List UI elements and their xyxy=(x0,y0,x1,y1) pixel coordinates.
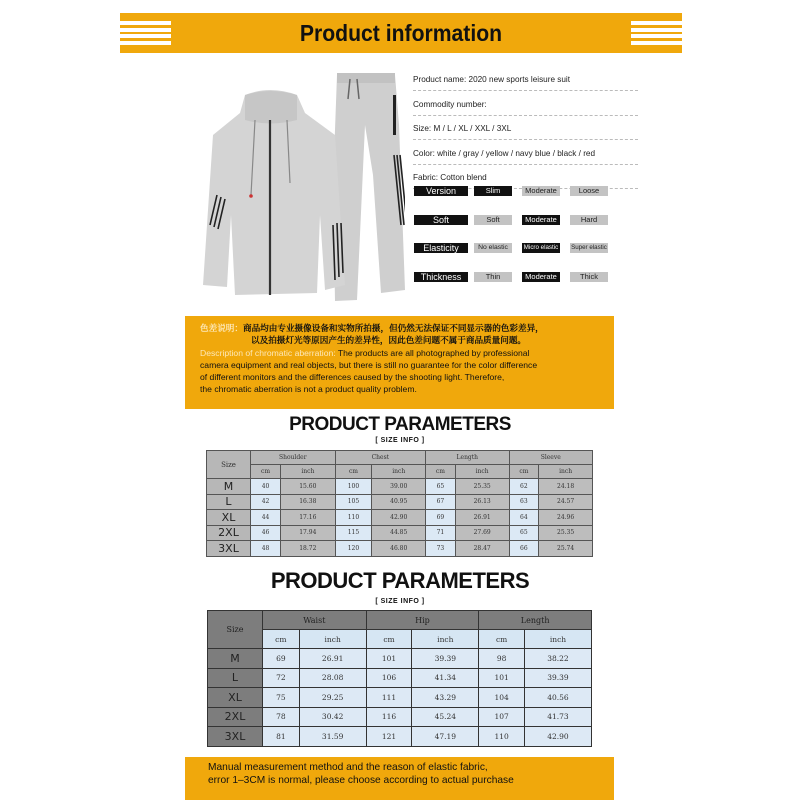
table-row xyxy=(207,541,593,557)
value-cell: 43.29 xyxy=(412,688,479,708)
notice-en-text1: The products are all photographed by professional xyxy=(335,347,530,358)
value-cell: 28.47 xyxy=(455,541,509,557)
tracksuit-product-image xyxy=(185,65,405,305)
value-cell: 24.57 xyxy=(539,494,593,510)
option-micro-elastic: Micro elastic xyxy=(523,244,559,251)
value-cell: 39.39 xyxy=(524,668,591,688)
attribute-label: Thickness xyxy=(414,272,468,282)
value-cell: 17.94 xyxy=(281,525,336,541)
attribute-soft xyxy=(414,215,618,225)
top-size-table xyxy=(206,450,593,557)
value-cell: 30.42 xyxy=(299,707,366,727)
unit-cm: cm xyxy=(509,465,539,479)
size-cell: M xyxy=(207,479,251,495)
notice-cn-line1 xyxy=(200,322,614,334)
value-cell: 116 xyxy=(366,707,412,727)
size-cell: M xyxy=(208,649,263,669)
size-cell: XL xyxy=(207,510,251,526)
table-row xyxy=(207,525,593,541)
value-cell: 29.25 xyxy=(299,688,366,708)
value-cell: 110 xyxy=(479,727,525,747)
value-cell: 66 xyxy=(509,541,539,557)
notice-en-line1 xyxy=(200,347,614,359)
value-cell: 46.80 xyxy=(372,541,426,557)
option-soft: Soft xyxy=(474,215,512,225)
value-cell: 44 xyxy=(251,510,281,526)
value-cell: 65 xyxy=(509,525,539,541)
value-cell: 16.38 xyxy=(281,494,336,510)
group-hip: Hip xyxy=(366,611,479,630)
group-chest: Chest xyxy=(335,451,426,465)
attribute-label: Elasticity xyxy=(414,243,468,253)
group-length: Length xyxy=(426,451,509,465)
size-cell: XL xyxy=(208,688,263,708)
chromatic-aberration-notice xyxy=(185,316,614,409)
group-waist: Waist xyxy=(263,611,367,630)
value-cell: 100 xyxy=(335,479,372,495)
size-cell: 3XL xyxy=(207,541,251,557)
value-cell: 42.90 xyxy=(372,510,426,526)
value-cell: 101 xyxy=(366,649,412,669)
value-cell: 38.22 xyxy=(524,649,591,669)
table-row xyxy=(208,649,592,669)
option-moderate: Moderate xyxy=(522,215,560,225)
value-cell: 72 xyxy=(263,668,300,688)
attribute-elasticity xyxy=(414,243,618,253)
product-information-banner xyxy=(120,13,682,53)
group-sleeve: Sleeve xyxy=(509,451,592,465)
value-cell: 15.60 xyxy=(281,479,336,495)
option-moderate: Moderate xyxy=(522,272,560,282)
attribute-label: Soft xyxy=(414,215,468,225)
value-cell: 25.35 xyxy=(539,525,593,541)
value-cell: 81 xyxy=(263,727,300,747)
table-row xyxy=(208,727,592,747)
value-cell: 42 xyxy=(251,494,281,510)
option-slim: Slim xyxy=(474,186,512,196)
value-cell: 45.24 xyxy=(412,707,479,727)
size-list: Size: M / L / XL / XXL / 3XL xyxy=(413,119,638,140)
value-cell: 104 xyxy=(479,688,525,708)
color-list: Color: white / gray / yellow / navy blue / black / red xyxy=(413,144,638,165)
value-cell: 40.56 xyxy=(524,688,591,708)
banner-stripes-right xyxy=(631,21,682,45)
banner-title: Product information xyxy=(299,20,503,46)
value-cell: 42.90 xyxy=(524,727,591,747)
size-cell: 2XL xyxy=(208,707,263,727)
value-cell: 64 xyxy=(509,510,539,526)
notice-cn-label: 色差说明： xyxy=(200,323,243,333)
value-cell: 41.73 xyxy=(524,707,591,727)
value-cell: 25.35 xyxy=(455,479,509,495)
notice-cn-text1: 商品均由专业摄像设备和实物所拍摄，但仍然无法保证不同显示器的色彩差异， xyxy=(242,323,544,333)
commodity-number: Commodity number: xyxy=(413,95,638,116)
value-cell: 27.69 xyxy=(455,525,509,541)
value-cell: 46 xyxy=(251,525,281,541)
value-cell: 26.91 xyxy=(299,649,366,669)
value-cell: 110 xyxy=(335,510,372,526)
value-cell: 67 xyxy=(426,494,456,510)
option-super-elastic: Super elastic xyxy=(571,244,607,251)
option-thin: Thin xyxy=(474,272,512,282)
value-cell: 47.19 xyxy=(412,727,479,747)
unit-cm: cm xyxy=(251,465,281,479)
product-attributes xyxy=(414,186,618,300)
value-cell: 69 xyxy=(263,649,300,669)
unit-cm: cm xyxy=(335,465,372,479)
size-cell: 2XL xyxy=(207,525,251,541)
table-row xyxy=(207,510,593,526)
option-moderate: Moderate xyxy=(522,186,560,196)
value-cell: 48 xyxy=(251,541,281,557)
unit-inch: inch xyxy=(372,465,426,479)
footer-line2: error 1–3CM is normal, please choose according to actual purchase xyxy=(208,775,514,786)
pants-illustration xyxy=(333,73,405,301)
value-cell: 98 xyxy=(479,649,525,669)
table-row xyxy=(208,688,592,708)
jacket-illustration xyxy=(203,90,345,295)
unit-cm: cm xyxy=(263,630,300,649)
unit-inch: inch xyxy=(299,630,366,649)
value-cell: 26.13 xyxy=(455,494,509,510)
size-cell: 3XL xyxy=(208,727,263,747)
notice-cn-line2: 以及拍摄灯光等原因产生的差异性，因此色差问题不属于商品质量问题。 xyxy=(251,335,527,346)
value-cell: 115 xyxy=(335,525,372,541)
value-cell: 24.96 xyxy=(539,510,593,526)
unit-cm: cm xyxy=(366,630,412,649)
value-cell: 73 xyxy=(426,541,456,557)
group-shoulder: Shoulder xyxy=(251,451,336,465)
value-cell: 71 xyxy=(426,525,456,541)
value-cell: 62 xyxy=(509,479,539,495)
value-cell: 28.08 xyxy=(299,668,366,688)
option-no-elastic: No elastic xyxy=(474,243,512,253)
attribute-thickness xyxy=(414,272,618,282)
attribute-version xyxy=(414,186,618,196)
unit-cm: cm xyxy=(426,465,456,479)
unit-inch: inch xyxy=(524,630,591,649)
bottom-params-subtitle: [ SIZE INFO ] xyxy=(375,598,425,605)
value-cell: 44.85 xyxy=(372,525,426,541)
value-cell: 75 xyxy=(263,688,300,708)
value-cell: 106 xyxy=(366,668,412,688)
table-row xyxy=(208,707,592,727)
product-info-list xyxy=(413,70,638,193)
unit-inch: inch xyxy=(412,630,479,649)
option-hard: Hard xyxy=(570,215,608,225)
unit-inch: inch xyxy=(281,465,336,479)
value-cell: 17.16 xyxy=(281,510,336,526)
top-params-subtitle: [ SIZE INFO ] xyxy=(375,437,425,444)
value-cell: 121 xyxy=(366,727,412,747)
value-cell: 65 xyxy=(426,479,456,495)
value-cell: 39.39 xyxy=(412,649,479,669)
value-cell: 39.00 xyxy=(372,479,426,495)
footer-line1: Manual measurement method and the reason of elastic fabric, xyxy=(208,762,488,773)
value-cell: 24.18 xyxy=(539,479,593,495)
value-cell: 25.74 xyxy=(539,541,593,557)
value-cell: 69 xyxy=(426,510,456,526)
option-loose: Loose xyxy=(570,186,608,196)
group-length: Length xyxy=(479,611,592,630)
value-cell: 26.91 xyxy=(455,510,509,526)
attribute-label: Version xyxy=(414,186,468,196)
value-cell: 31.59 xyxy=(299,727,366,747)
value-cell: 41.34 xyxy=(412,668,479,688)
table-row xyxy=(208,668,592,688)
size-header: Size xyxy=(208,611,263,649)
value-cell: 40 xyxy=(251,479,281,495)
fabric: Fabric: Cotton blend xyxy=(413,168,638,189)
size-cell: L xyxy=(208,668,263,688)
value-cell: 101 xyxy=(479,668,525,688)
size-header: Size xyxy=(207,451,251,479)
value-cell: 40.95 xyxy=(372,494,426,510)
table-row xyxy=(207,479,593,495)
value-cell: 120 xyxy=(335,541,372,557)
notice-en-line3: of different monitors and the differences caused by the shooting light. Therefore, xyxy=(200,372,505,383)
value-cell: 63 xyxy=(509,494,539,510)
unit-inch: inch xyxy=(455,465,509,479)
unit-inch: inch xyxy=(539,465,593,479)
bottom-params-title: PRODUCT PARAMETERS xyxy=(270,568,530,593)
value-cell: 105 xyxy=(335,494,372,510)
size-cell: L xyxy=(207,494,251,510)
value-cell: 78 xyxy=(263,707,300,727)
table-row xyxy=(207,494,593,510)
option-thick: Thick xyxy=(570,272,608,282)
bottom-size-table xyxy=(207,610,592,747)
value-cell: 107 xyxy=(479,707,525,727)
notice-en-line2: camera equipment and real objects, but there is still no guarantee for the color difference xyxy=(200,359,538,370)
product-name: Product name: 2020 new sports leisure suit xyxy=(413,70,638,91)
notice-en-label: Description of chromatic aberration: xyxy=(200,347,336,358)
value-cell: 111 xyxy=(366,688,412,708)
value-cell: 18.72 xyxy=(281,541,336,557)
measurement-error-note xyxy=(185,757,614,800)
notice-en-line4: the chromatic aberration is not a product quality problem. xyxy=(200,384,417,395)
unit-cm: cm xyxy=(479,630,525,649)
top-params-title: PRODUCT PARAMETERS xyxy=(289,414,511,435)
